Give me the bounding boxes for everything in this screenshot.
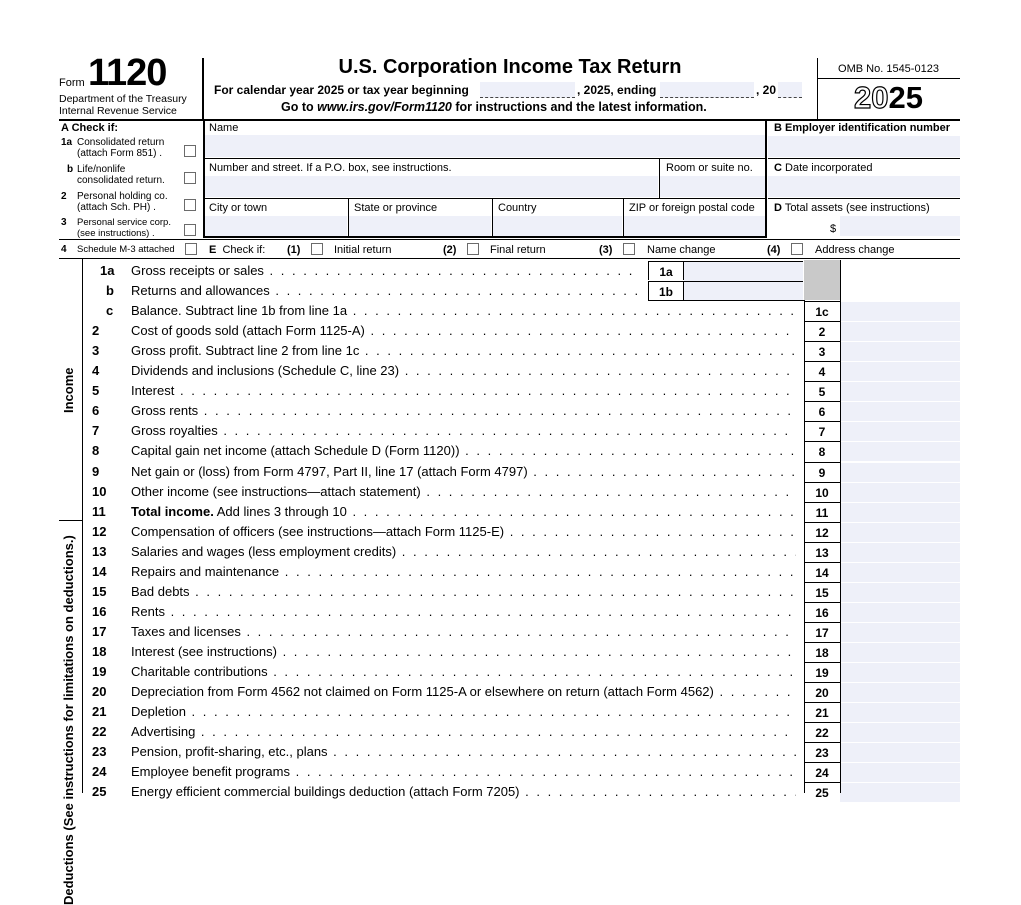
line-number: 19 — [92, 664, 107, 679]
check-label: Consolidated return — [77, 137, 165, 148]
line-number: 5 — [92, 383, 100, 398]
country-field[interactable] — [493, 216, 622, 236]
line-14-amount-field[interactable] — [840, 562, 960, 582]
line-21 — [92, 702, 804, 722]
line-22-amount-field[interactable] — [840, 722, 960, 742]
line-description — [131, 381, 796, 401]
line-number-box: 25 — [804, 782, 840, 803]
line-number: 13 — [92, 544, 107, 559]
line-8-amount-field[interactable] — [840, 441, 960, 461]
line-description-text: Gross profit. Subtract line 2 from line 1c — [131, 343, 360, 358]
line-description-text: Gross royalties — [131, 423, 218, 438]
tax-year-end-yy-field[interactable] — [778, 82, 802, 98]
line-number: 17 — [92, 624, 107, 639]
line-7 — [92, 421, 804, 441]
line-description-text: Advertising — [131, 724, 196, 739]
city-field[interactable] — [205, 216, 347, 236]
line-number-box: 15 — [804, 582, 840, 603]
goto-line — [281, 100, 707, 114]
line-9-amount-field[interactable] — [840, 462, 960, 482]
line-number-box: 19 — [804, 662, 840, 683]
line-16 — [92, 602, 804, 622]
tax-year-prefix: For calendar year 2025 or tax year beginning — [214, 83, 469, 97]
date-incorporated-field[interactable] — [768, 176, 960, 197]
line-description — [131, 361, 796, 381]
line-number-box: 14 — [804, 562, 840, 583]
date-incorporated-label — [774, 162, 872, 174]
line-4 — [92, 361, 804, 381]
street-field[interactable] — [205, 176, 658, 197]
line-11-amount-field[interactable] — [840, 502, 960, 522]
line-number: 15 — [92, 584, 107, 599]
line-5 — [92, 381, 804, 401]
room-label: Room or suite no. — [666, 162, 753, 174]
line-6 — [92, 401, 804, 421]
line-number: 25 — [92, 784, 107, 799]
line-24 — [92, 762, 804, 782]
e-option-num: (4) — [767, 244, 781, 256]
tax-year-begin-field[interactable] — [480, 82, 575, 98]
line-17 — [92, 622, 804, 642]
e-check-title: E Check if: — [209, 244, 266, 256]
line-number-box: 5 — [804, 381, 840, 402]
line-1c — [92, 301, 804, 321]
date-text: Date incorporated — [785, 162, 873, 174]
line-description — [131, 522, 796, 542]
tax-year-mid: , 2025, ending — [577, 83, 657, 97]
line-description — [131, 542, 796, 562]
line-number: 16 — [92, 604, 107, 619]
room-field[interactable] — [660, 176, 765, 197]
line-description-text: Rents — [131, 604, 165, 619]
line-20-amount-field[interactable] — [840, 682, 960, 702]
assets-letter: D — [774, 202, 782, 214]
check-label: Personal service corp. — [77, 217, 171, 228]
line-description — [131, 441, 796, 461]
line-number-box: 8 — [804, 441, 840, 462]
line-description — [131, 602, 796, 622]
line-number-box: 18 — [804, 642, 840, 663]
line-number: b — [106, 283, 114, 298]
check-label: (attach Form 851) . — [77, 148, 163, 159]
line-description — [131, 421, 796, 441]
line-16-amount-field[interactable] — [840, 602, 960, 622]
zip-field[interactable] — [624, 216, 765, 236]
line-23-amount-field[interactable] — [840, 742, 960, 762]
line-description — [131, 482, 796, 502]
life-nonlife-checkbox[interactable] — [184, 172, 196, 184]
line-number: 12 — [92, 524, 107, 539]
line-description — [131, 401, 796, 421]
name-label: Name — [209, 122, 239, 134]
line-description-text: Taxes and licenses — [131, 624, 241, 639]
initial-return-label: Initial return — [334, 244, 392, 256]
line-description — [131, 341, 796, 361]
check-num: b — [67, 164, 74, 175]
line-13 — [92, 542, 804, 562]
line-description-text: Other income (see instructions—attach statement) — [131, 484, 421, 499]
line-25-amount-field[interactable] — [840, 782, 960, 802]
line-description-text: Depreciation from Form 4562 not claimed on Form 1125-A or elsewhere on return (attach Form 4562) — [131, 684, 714, 699]
line-9 — [92, 462, 804, 482]
form-word: Form — [59, 77, 85, 89]
line-box-divider — [804, 300, 805, 793]
line-number: 18 — [92, 644, 107, 659]
line-description-text: Capital gain net income (attach Schedule D (Form 1120)) — [131, 443, 460, 458]
line-number: c — [106, 303, 114, 318]
line-description-text: Bad debts — [131, 584, 190, 599]
line-number-box: 2 — [804, 321, 840, 342]
initial-return-checkbox[interactable] — [311, 243, 323, 255]
form-title: U.S. Corporation Income Tax Return — [338, 56, 682, 78]
line-number-box: 20 — [804, 682, 840, 703]
check-label: Schedule M-3 attached — [77, 244, 175, 255]
country-label: Country — [498, 202, 537, 214]
income-section-label: Income — [61, 367, 76, 413]
line-number: 20 — [92, 684, 107, 699]
line-description — [131, 722, 796, 742]
schedule-m3-checkbox[interactable] — [185, 243, 197, 255]
check-num: 2 — [61, 191, 67, 202]
line-description-text: Gross rents — [131, 403, 199, 418]
line-description — [131, 261, 639, 281]
line-number: 22 — [92, 724, 107, 739]
personal-holding-checkbox[interactable] — [184, 199, 196, 211]
line-description — [131, 301, 796, 321]
line-24-amount-field[interactable] — [840, 762, 960, 782]
line-10 — [92, 482, 804, 502]
goto-suffix: for instructions and the latest information. — [451, 100, 707, 114]
line-number-box: 17 — [804, 622, 840, 643]
line-3-amount-field[interactable] — [840, 341, 960, 361]
line-number: 24 — [92, 764, 107, 779]
line-8 — [92, 441, 804, 461]
check-num: 1a — [61, 137, 73, 148]
line-number: 11 — [92, 504, 106, 519]
tax-year-line — [214, 83, 469, 97]
check-if-title: A Check if: — [61, 122, 119, 134]
total-assets-label — [774, 202, 930, 214]
line-description-text: Depletion — [131, 704, 186, 719]
line-description-text: Interest — [131, 383, 175, 398]
check-label: (attach Sch. PH) . — [77, 202, 156, 213]
line-description-text: Compensation of officers (see instructions—attach Form 1125-E) — [131, 524, 505, 539]
line-1c-amount-field[interactable] — [840, 301, 960, 321]
zip-label: ZIP or foreign postal code — [629, 202, 755, 214]
street-label: Number and street. If a P.O. box, see instructions. — [209, 162, 452, 174]
name-change-checkbox[interactable] — [623, 243, 635, 255]
line-13-amount-field[interactable] — [840, 542, 960, 562]
line-description — [131, 682, 796, 702]
deductions-section-label: Deductions (See instructions for limitations on deductions.) — [61, 535, 76, 905]
line-number-box: 7 — [804, 421, 840, 442]
state-label: State or province — [354, 202, 438, 214]
omb-number: OMB No. 1545-0123 — [838, 63, 939, 75]
line-3 — [92, 341, 804, 361]
goto-prefix: Go to — [281, 100, 318, 114]
line-number: 7 — [92, 423, 100, 438]
line-15-amount-field[interactable] — [840, 582, 960, 602]
year-outline-digits: 20 — [854, 80, 889, 115]
total-assets-field[interactable] — [840, 216, 960, 236]
line-description — [131, 742, 796, 762]
check-label: Life/nonlife — [77, 164, 126, 175]
ein-field[interactable] — [768, 136, 960, 157]
ein-label — [774, 122, 950, 134]
line-description — [131, 662, 796, 682]
line-5-amount-field[interactable] — [840, 381, 960, 401]
year-solid-digits: 25 — [888, 80, 923, 115]
final-return-checkbox[interactable] — [467, 243, 479, 255]
line-number-box: 22 — [804, 722, 840, 743]
tax-year-end: , 20 — [756, 83, 777, 97]
line-18 — [92, 642, 804, 662]
e-option-num: (1) — [287, 244, 301, 256]
line-description-text: Charitable contributions — [131, 664, 268, 679]
line-description — [131, 622, 796, 642]
line-number-box: 10 — [804, 482, 840, 503]
line-25 — [92, 782, 804, 802]
line-17-amount-field[interactable] — [840, 622, 960, 642]
line-number: 4 — [92, 363, 100, 378]
line-21-amount-field[interactable] — [840, 702, 960, 722]
e-option-num: (2) — [443, 244, 457, 256]
line-description — [131, 762, 796, 782]
line-11 — [92, 502, 804, 522]
line-description-text: Net gain or (loss) from Form 4797, Part II, line 17 (attach Form 4797) — [131, 464, 528, 479]
line-description-text: Dividends and inclusions (Schedule C, line 23) — [131, 363, 400, 378]
line-number-box: 9 — [804, 462, 840, 483]
line-15 — [92, 582, 804, 602]
line-number: 21 — [92, 704, 107, 719]
line-number: 8 — [92, 443, 100, 458]
line-number: 14 — [92, 564, 107, 579]
line-2-amount-field[interactable] — [840, 321, 960, 341]
line-number-box: 4 — [804, 361, 840, 382]
line-number: 2 — [92, 323, 100, 338]
date-letter: C — [774, 162, 782, 174]
personal-service-checkbox[interactable] — [184, 224, 196, 236]
line-18-amount-field[interactable] — [840, 642, 960, 662]
final-return-label: Final return — [490, 244, 546, 256]
e-option-num: (3) — [599, 244, 613, 256]
line-number-box: 21 — [804, 702, 840, 723]
dept-line1: Department of the Treasury — [59, 93, 187, 105]
line-1b — [92, 281, 647, 301]
line-number-box: 6 — [804, 401, 840, 422]
line-6-amount-field[interactable] — [840, 401, 960, 421]
check-label: consolidated return. — [77, 175, 165, 186]
line-number: 6 — [92, 403, 100, 418]
line-description-text: Returns and allowances — [131, 283, 270, 298]
line-description — [131, 582, 796, 602]
line-12-amount-field[interactable] — [840, 522, 960, 542]
line-number: 1a — [100, 263, 115, 278]
line-description — [131, 462, 796, 482]
line-description-text: Gross receipts or sales — [131, 263, 264, 278]
line-description — [131, 562, 796, 582]
line-number-box: 11 — [804, 502, 840, 523]
line-description-text: Balance. Subtract line 1b from line 1a — [131, 303, 348, 318]
line-1a — [92, 261, 647, 281]
line-4-amount-field[interactable] — [840, 361, 960, 381]
line-7-amount-field[interactable] — [840, 421, 960, 441]
address-change-label: Address change — [815, 244, 895, 256]
line-number: 10 — [92, 484, 107, 499]
line-number: 9 — [92, 464, 100, 479]
dept-line2: Internal Revenue Service — [59, 105, 177, 117]
line-description-text: Salaries and wages (less employment credits) — [131, 544, 397, 559]
line-number: 3 — [92, 343, 100, 358]
line-description — [131, 502, 796, 522]
line-23 — [92, 742, 804, 762]
line-19-amount-field[interactable] — [840, 662, 960, 682]
line-1a-amount-field[interactable] — [684, 261, 803, 281]
line-description-text: Cost of goods sold (attach Form 1125-A) — [131, 323, 365, 338]
dollar-sign: $ — [830, 223, 837, 235]
tax-year-display — [817, 80, 960, 116]
line-number-box: 12 — [804, 522, 840, 543]
line-description-text: Add lines 3 through 10 — [213, 504, 347, 519]
check-num: 3 — [61, 217, 67, 228]
line-12 — [92, 522, 804, 542]
shaded-block — [804, 260, 840, 300]
line-2 — [92, 321, 804, 341]
line-10-amount-field[interactable] — [840, 482, 960, 502]
city-label: City or town — [209, 202, 268, 214]
line-number-box: 13 — [804, 542, 840, 563]
line-1b-amount-field[interactable] — [684, 281, 803, 301]
check-num: 4 — [61, 244, 67, 255]
state-field[interactable] — [349, 216, 491, 236]
irs-url-link[interactable]: www.irs.gov/Form1120 — [317, 100, 452, 114]
line-20 — [92, 682, 804, 702]
line-22 — [92, 722, 804, 742]
line-description-text: Energy efficient commercial buildings deduction (attach Form 7205) — [131, 784, 520, 799]
line-description — [131, 281, 639, 301]
line-description — [131, 321, 796, 341]
line-description — [131, 782, 796, 802]
line-box-label: 1b — [648, 281, 684, 300]
line-number: 23 — [92, 744, 107, 759]
assets-text: Total assets (see instructions) — [784, 202, 930, 214]
line-number-box: 24 — [804, 762, 840, 783]
name-change-label: Name change — [647, 244, 716, 256]
line-description-text: Employee benefit programs — [131, 764, 290, 779]
line-14 — [92, 562, 804, 582]
line-box-label: 1a — [648, 261, 684, 280]
ein-letter: B — [774, 122, 782, 134]
check-label: (see instructions) . — [77, 228, 155, 239]
line-number-box: 16 — [804, 602, 840, 623]
ein-text: Employer identification number — [785, 122, 951, 134]
line-description — [131, 702, 796, 722]
line-number-box: 1c — [804, 301, 840, 322]
line-number-box: 23 — [804, 742, 840, 763]
line-description-bold: Total income. — [131, 504, 214, 519]
check-label: Personal holding co. — [77, 191, 168, 202]
name-field[interactable] — [205, 135, 765, 157]
line-number-box: 3 — [804, 341, 840, 362]
line-description-text: Interest (see instructions) — [131, 644, 277, 659]
tax-year-end-field[interactable] — [660, 82, 754, 98]
line-description — [131, 642, 796, 662]
line-description-text: Repairs and maintenance — [131, 564, 280, 579]
line-19 — [92, 662, 804, 682]
address-change-checkbox[interactable] — [791, 243, 803, 255]
consolidated-return-checkbox[interactable] — [184, 145, 196, 157]
line-description-text: Pension, profit-sharing, etc., plans — [131, 744, 328, 759]
form-number: 1120 — [88, 52, 167, 94]
